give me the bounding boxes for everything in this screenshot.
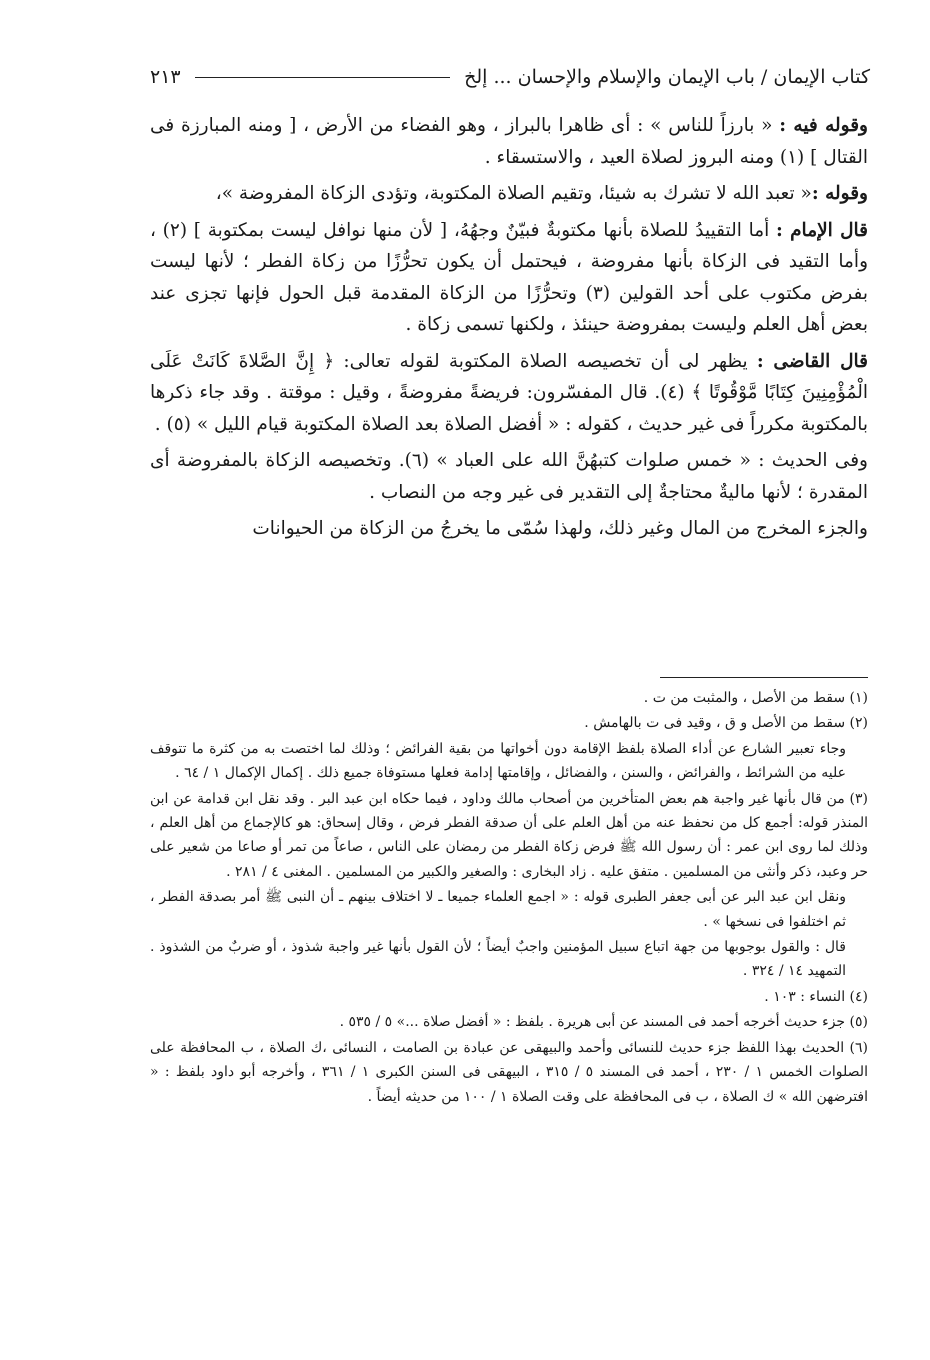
footnote-separator <box>660 677 868 678</box>
footnote-4: (٤) النساء : ١٠٣ . <box>764 988 868 1005</box>
paragraph-1-text: « بارزاً للناس » : أى ظاهرا بالبراز ، وهو الفضاء من الأرض ، [ ومنه المبارزة فى القتال ] (١) ومنه البروز لصلاة العيد ، والاستسقاء . <box>150 115 868 168</box>
paragraph-3-text: أما التقييدُ للصلاة بأنها مكتوبةٌ فبيّنٌ وجهُهُ، [ لأن منها نوافل ليست بمكتوبة ] (٢) ، وأما التقيد فى الزكاة بأنها مفروضة ، فيحتمل أن يكون تحرُّزًا من زكاة الفطر ؛ لأنها ليست بفرض مكتوب على أحد القولين (٣) وتحرُّزًا من الزكاة المقدمة قبل الحول فإنها تجزى عند بعض أهل العلم وليست بمفروضة حينئذ ، ولكنها تسمى زكاة . <box>150 219 868 335</box>
paragraph-5: وفى الحديث : « خمس صلوات كتبهُنَّ الله على العباد » (٦). وتخصيصه الزكاة بالمفروضة أى المقدرة ؛ لأنها ماليةٌ محتاجةٌ إلى التقدير فى غير وجه من النصاب . <box>150 450 868 503</box>
running-header <box>150 62 870 92</box>
footnote-2: (٢) سقط من الأصل و ق ، وقيد فى ت بالهامش . <box>584 715 868 732</box>
footnote-6: (٦) الحديث بهذا اللفظ جزء حديث للنسائى وأحمد والبيهقى عن عبادة بن الصامت ، النسائى ،ك الصلاة ، ب المحافظة على الصلوات الخمس ١ / ٢٣٠ ، أحمد فى المسند ٥ / ٣١٥ ، البيهقى فى السنن الكبرى ١ / ٣٦١ ، وأخرجه أبو داود بلفظ : « افترضهن الله » ك الصلاة ، ب فى المحافظة على وقت الصلاة ١ / ١٠٠ من حديثه أيضاً . <box>150 1039 868 1105</box>
page-number: ٢١٣ <box>150 66 181 88</box>
paragraph-2 <box>150 178 868 210</box>
header-rule <box>195 77 450 78</box>
footnote-1: (١) سقط من الأصل ، والمثبت من ت . <box>643 690 868 706</box>
footnote-5: (٥) جزء حديث أخرجه أحمد فى المسند عن أبى هريرة . بلفظ : « أفضل صلاة ...» ٥ / ٥٣٥ . <box>339 1014 868 1031</box>
paragraph-6: والجزء المخرج من المال وغير ذلك، ولهذا سُمّى ما يخرجُ من الزكاة من الحيوانات <box>252 518 868 539</box>
paragraph-2-lead: وقوله : <box>811 183 868 204</box>
footnote-3-continuation-a: ونقل ابن عبد البر عن أبى جعفر الطبرى قوله : « اجمع العلماء جميعا ـ لا اختلاف بينهم ـ أن النبى ﷺ أمر بصدقة الفطر ، ثم اختلفوا فى نسخها » . <box>150 889 846 930</box>
main-text <box>150 110 868 550</box>
paragraph-2-text: « تعبد الله لا تشرك به شيئا، وتقيم الصلاة المكتوبة، وتؤدى الزكاة المفروضة »، <box>215 183 812 204</box>
footnote-3: (٣) من قال بأنها غير واجبة هم بعض المتأخرين من أصحاب مالك وداود ، فيما حكاه ابن عبد البر . وقد نقل ابن قدامة عن ابن المنذر قوله: أجمع كل من نحفظ عنه من أهل العلم على أن صدقة الفطر فرض ، وقال إسحاق: هو كالإجماع من أهل العلم ، وذلك لما روى ابن عمر : أن رسول الله ﷺ فرض زكاة الفطر من رمضان على الناس ، صاعاً من تمر أو صاعا من شعير على حر وعبد، ذكر وأنثى من المسلمين . متفق عليه . زاد البخارى : والصغير والكبير من المسلمين . المغنى ٤ / ٢٨١ . <box>150 790 868 880</box>
paragraph-1 <box>150 110 868 173</box>
paragraph-4-text: يظهر لى أن تخصيصه الصلاة المكتوبة لقوله تعالى: ﴿ إِنَّ الصَّلاةَ كَانَتْ عَلَى الْمُؤْمِنِينَ كِتَابًا مَّوْقُوتًا ﴾ (٤). قال المفسّرون: فريضةً مفروضةً ، وقيل : موقتة . وقد جاء ذكرها بالمكتوبة مكرراً فى غير حديث ، كقوله : « أفضل الصلاة بعد الصلاة المكتوبة قيام الليل » (٥) . <box>150 350 868 435</box>
paragraph-1-lead: وقوله فيه : <box>779 115 868 136</box>
paragraph-3-lead: قال الإمام : <box>776 219 868 241</box>
footnote-3-continuation-b: قال : والقول بوجوبها من جهة اتباع سبيل المؤمنين واجبٌ أيضاً ؛ لأن القول بأنها غير واجبة شذوذ ، أو ضربٌ من الشذوذ . التمهيد ١٤ / ٣٢٤ . <box>150 939 846 980</box>
paragraph-4-lead: قال القاضى : <box>756 350 868 372</box>
footnote-2-continuation: وجاء تعبير الشارع عن أداء الصلاة بلفظ الإقامة دون أخواتها من بقية الفرائض ؛ وذلك لما اختصت به من كثرة ما تتوقف عليه من الشرائط ، والفرائض ، والسنن ، والفضائل ، وإقامتها إدامة فعلها مستوفاة جميع ذلك . إكمال الإكمال ١ / ٦٤ . <box>150 740 846 782</box>
paragraph-3 <box>150 215 868 341</box>
footnotes <box>150 686 868 1110</box>
paragraph-4 <box>150 346 868 441</box>
header-title: كتاب الإيمان / باب الإيمان والإسلام والإحسان ... إلخ <box>464 66 870 88</box>
